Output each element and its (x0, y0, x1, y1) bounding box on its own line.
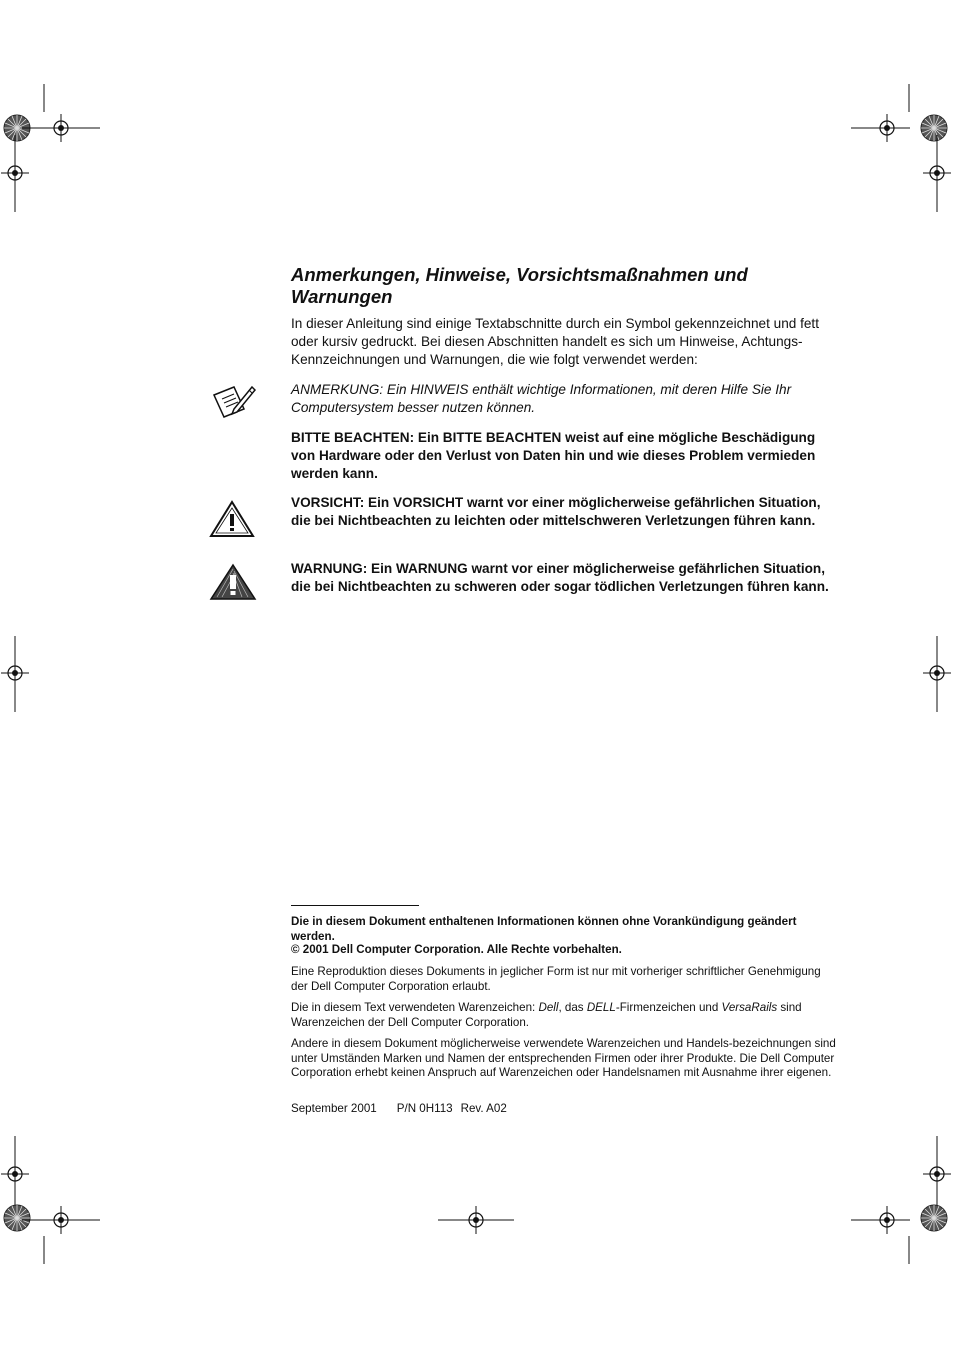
revision: Rev. A02 (460, 1102, 507, 1115)
part-number: P/N 0H113 (396, 1102, 453, 1115)
trademark-dell: Dell (538, 1001, 559, 1014)
trademark-dell-logo: DELL (586, 1001, 616, 1014)
trademark-mid2: -Firmenzeichen und (615, 1001, 722, 1014)
trademark-mid1: , das (558, 1001, 587, 1014)
page-title: Anmerkungen, Hinweise, Vorsichtsmaßnahmen und Warnungen (291, 264, 748, 307)
publication-date: September 2001 (291, 1102, 377, 1115)
caution-triangle-icon (209, 500, 255, 538)
info-notice: Die in diesem Dokument enthaltenen Informationen können ohne Vorankündigung geändert werden. (291, 915, 797, 943)
bitte-beachten-notice: BITTE BEACHTEN: Ein BITTE BEACHTEN weist auf eine mögliche Beschädigung von Hardware oder den Verlust von Daten hin und wie dieses Problem vermieden werden kann. (291, 430, 816, 481)
trademark-prefix: Die in diesem Text verwendeten Warenzeichen: (291, 1001, 539, 1014)
warnung-notice: WARNUNG: Ein WARNUNG warnt vor einer möglicherweise gefährlichen Situation, die bei Nichtbeachten zu schweren oder sogar tödlichen Verletzungen führen kann. (291, 561, 829, 594)
trademark-notice (291, 1001, 839, 1030)
reproduction-notice: Eine Reproduktion dieses Dokuments in jeglicher Form ist nur mit vorheriger schriftlicher Genehmigung der Dell Computer Corporation erlaubt. (291, 965, 821, 993)
footnote-rule (291, 905, 419, 906)
intro-paragraph: In dieser Anleitung sind einige Textabschnitte durch ein Symbol gekennzeichnet und fett oder kursiv gedruckt. Bei diesen Abschnitten handelt es sich um Hinweise, Achtungs-Kennzeichnungen und Warnungen, die wie folgt verwendet werden: (291, 316, 819, 367)
trademark-versarails: VersaRails (721, 1001, 778, 1014)
warning-triangle-icon (209, 563, 257, 601)
publication-info (291, 1102, 839, 1117)
other-trademarks-notice: Andere in diesem Dokument möglicherweise verwendete Warenzeichen und Handels-bezeichnungen sind unter Umständen Marken und Namen der entsprechenden Firmen oder ihrer Produkte. Die Dell Computer Corporation erhebt keinen Anspruch auf Warenzeichen oder Handelsnamen mit Ausnahme ihrer eigenen. (291, 1037, 836, 1079)
trademark-suffix: sind Warenzeichen der Dell Computer Corporation. (291, 1001, 802, 1029)
copyright: © 2001 Dell Computer Corporation. Alle Rechte vorbehalten. (291, 943, 622, 956)
pencil-note-icon (212, 383, 256, 421)
vorsicht-notice: VORSICHT: Ein VORSICHT warnt vor einer möglicherweise gefährlichen Situation, die bei Nichtbeachten zu leichten oder mittelschweren Verletzungen führen kann. (291, 495, 821, 528)
anmerkung-notice: ANMERKUNG: Ein HINWEIS enthält wichtige Informationen, mit deren Hilfe Sie Ihr Computersystem besser nutzen können. (291, 382, 792, 415)
